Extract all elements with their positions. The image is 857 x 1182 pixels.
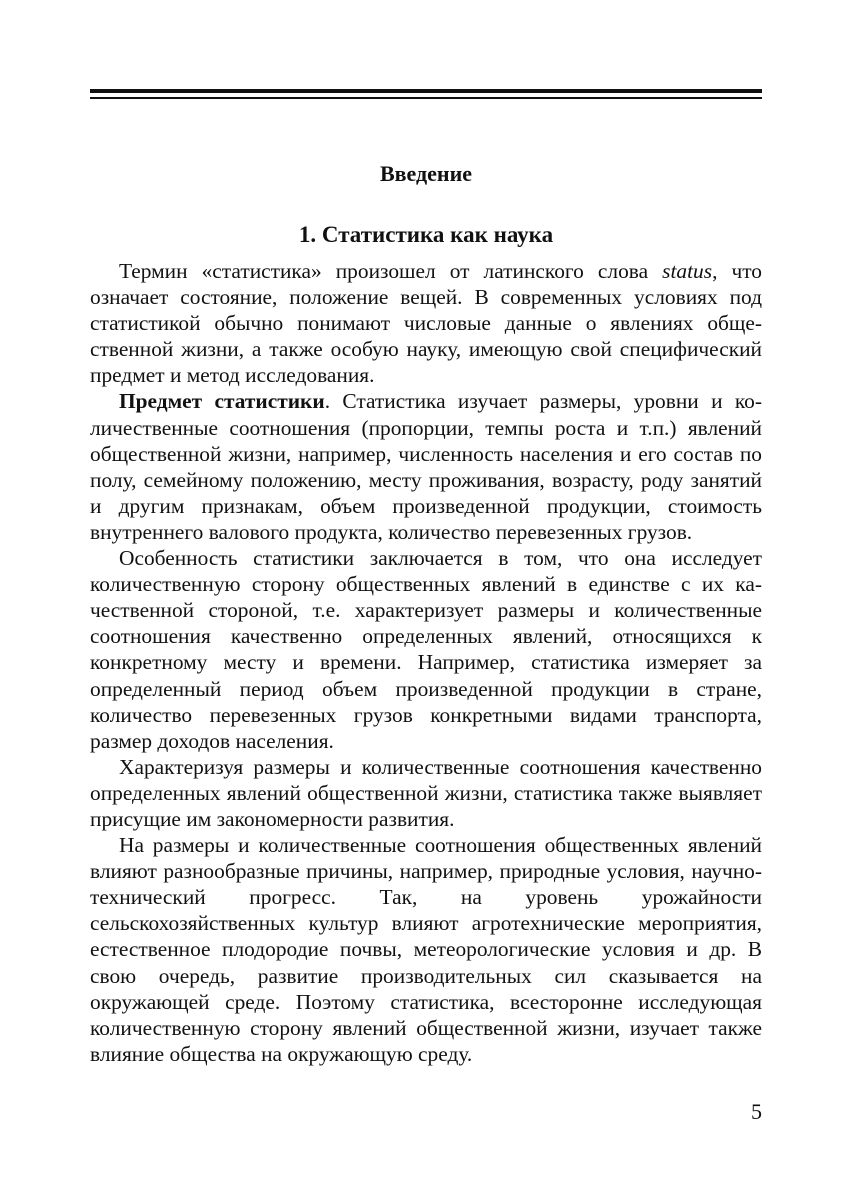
- body-text: [90, 258, 762, 1067]
- header-rule-thin: [90, 97, 762, 99]
- paragraph-1-italic-term: status: [662, 259, 713, 283]
- paragraph-1-text-after: , что означает состояние, положение вещей. В современных условиях под статистикой обычно понимают числовые данные о явлениях общественной жизни, а также особую науку, имеющую свой специфический предмет и метод исследования.: [90, 259, 763, 388]
- page-number: 5: [751, 1099, 762, 1124]
- paragraph-2-lead: Предмет статистики: [119, 389, 325, 414]
- paragraph-3: Особенность статистики заключается в том, что она исследует количественную сторону общественных явлений в единстве с их качественной стороной, т.е. характеризует размеры и количественные соотношения качественно определенных явлений, относящихся к конкретному месту и времени. Например, статистика измеряет за определенный период объем произведенной продукции в стране, количество перевезенных грузов конкретными видами транспорта, размер доходов населения.: [90, 546, 762, 753]
- paragraph-2: [90, 388, 762, 545]
- paragraph-1: [90, 258, 762, 388]
- chapter-title: Введение: [379, 161, 473, 186]
- section-title: 1. Статистика как наука: [298, 222, 554, 247]
- header-rule-thick: [90, 89, 762, 93]
- paragraph-1-text-before: Термин «статистика» произошел от латинского слова: [119, 259, 663, 283]
- paragraph-2-text: . Статистика изучает размеры, уровни и количественные соотношения (пропорции, темпы роста и т.п.) явлений общественной жизни, например, численность населения и его состав по полу, семейному положению, месту проживания, возрасту, роду занятий и другим признакам, объем произведенной продукции, стоимость внутреннего валового продукта, количество перевезенных грузов.: [90, 389, 762, 544]
- paragraph-5: На размеры и количественные соотношения общественных явлений влияют разнообразные причины, например, природные условия, научно-технический прогресс. Так, на уровень урожайности сельскохозяйственных культур влияют агротехнические мероприятия, естественное плодородие почвы, метеорологические условия и др. В свою очередь, развитие производительных сил сказывается на окружающей среде. Поэтому статистика, всесторонне исследующая количественную сторону явлений общественной жизни, изучает также влияние общества на окружающую среду.: [90, 833, 762, 1066]
- paragraph-4: Характеризуя размеры и количественные соотношения качественно определенных явлений общественной жизни, статистика также выявляет присущие им закономерности развития.: [90, 754, 762, 831]
